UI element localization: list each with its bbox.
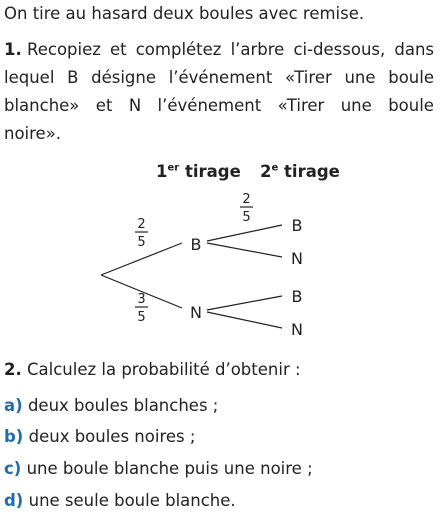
item-c: c) une boule blanche puis une noire ; xyxy=(4,459,313,478)
item-b: b) deux boules noires ; xyxy=(4,427,196,446)
prob-root-N-num: 3 xyxy=(137,292,146,307)
branch-N-N xyxy=(207,312,282,328)
header-second-draw: 2e tirage xyxy=(260,162,340,181)
item-a: a) deux boules blanches ; xyxy=(4,396,219,415)
branch-N-B xyxy=(207,296,282,310)
q1-line-2: lequel B désigne l’événement «Tirer une boule xyxy=(4,68,434,87)
prob-B-B-num: 2 xyxy=(242,192,251,207)
q1-line-1: 1. Recopiez et complétez l’arbre ci-dessous, dans xyxy=(4,40,434,59)
node-N-B: B xyxy=(291,287,303,306)
node-N-N: N xyxy=(291,320,303,339)
q1-line-4: noire». xyxy=(4,124,62,143)
node-B-N: N xyxy=(291,249,303,268)
header-first-draw: 1er tirage xyxy=(156,162,241,181)
intro-text: On tire au hasard deux boules avec remise. xyxy=(4,4,365,23)
branch-B-B xyxy=(207,225,282,241)
prob-root-B-num: 2 xyxy=(137,217,146,232)
prob-B-B-den: 5 xyxy=(242,210,251,225)
question-2: 2. Calculez la probabilité d’obtenir : xyxy=(4,360,301,379)
prob-root-N-den: 5 xyxy=(137,310,146,325)
node-first-B: B xyxy=(190,235,202,254)
item-d: d) une seule boule blanche. xyxy=(4,491,236,510)
q1-line-3: blanche» et N l’événement «Tirer une boule xyxy=(4,96,434,115)
node-first-N: N xyxy=(190,303,202,322)
question-2-number: 2. xyxy=(4,360,22,379)
branch-B-N xyxy=(207,243,282,257)
node-B-B: B xyxy=(291,216,303,235)
question-1-number: 1. xyxy=(4,40,22,59)
prob-root-B-den: 5 xyxy=(137,235,146,250)
